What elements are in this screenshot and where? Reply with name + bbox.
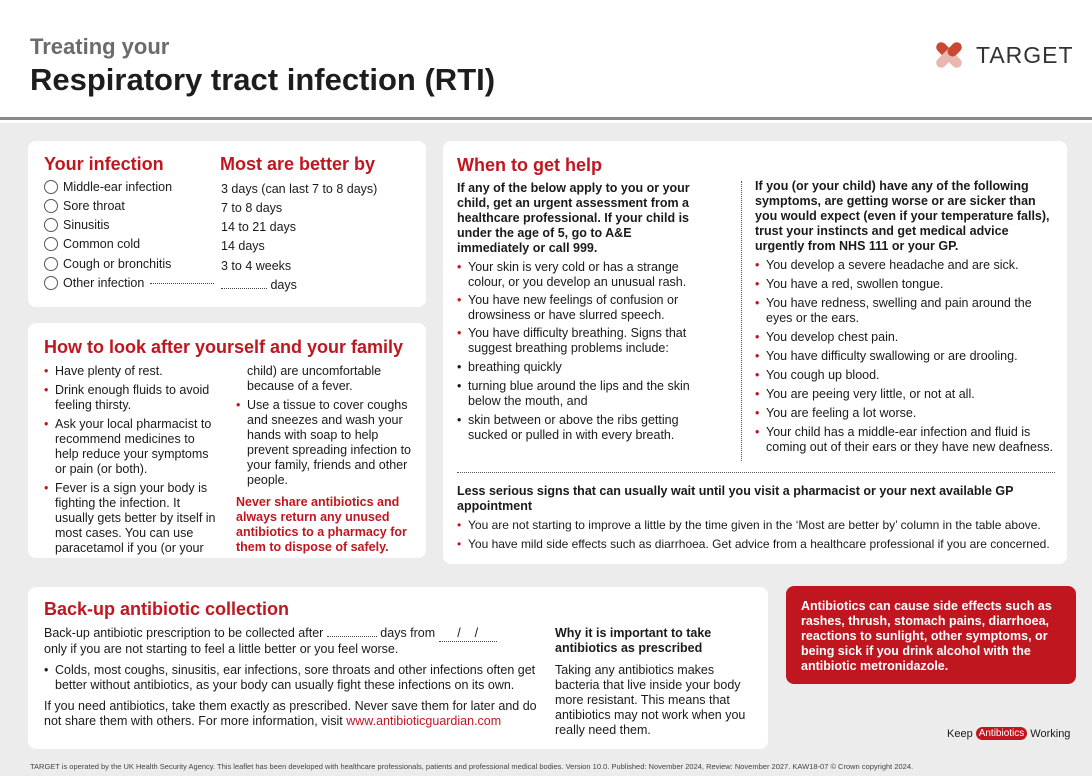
infection-label: Sore throat: [63, 199, 125, 213]
collection-condition: only if you are not starting to feel a little better or you feel worse.: [44, 642, 399, 656]
infection-option[interactable]: [44, 257, 171, 271]
side-effects-text: Antibiotics can cause side effects such as rashes, thrush, stomach pains, diarrhoea, reactions to sunlight, other symptoms, or being sick if you drink alcohol with the antibiotic metronidazole.: [801, 599, 1052, 673]
list-item: • You have a red, swollen tongue.: [755, 277, 1055, 292]
list-item: • Your skin is very cold or has a strange colour, or you develop an unusual rash.: [457, 260, 697, 290]
why-text: Taking any antibiotics makes bacteria that live inside your body more resistant. This means that antibiotics may not work when you really need them.: [555, 663, 746, 737]
days-fill-in[interactable]: [327, 636, 377, 637]
look-after-right-list: [236, 364, 414, 555]
days-value: 3 days (can last 7 to 8 days): [221, 182, 378, 196]
sub-list-item: • turning blue around the lips and the skin below the mouth, and: [457, 379, 697, 409]
better-by-heading: Most are better by: [220, 154, 376, 174]
days-label: days: [270, 278, 297, 292]
look-after-left-list: [44, 364, 219, 556]
infection-option[interactable]: [44, 218, 110, 232]
when-to-get-help-card: [443, 141, 1067, 564]
infection-label: Common cold: [63, 237, 141, 251]
list-item: • Have plenty of rest.: [44, 364, 219, 379]
infection-label: Sinusitis: [63, 218, 110, 232]
list-item: • Your child has a middle-ear infection and fluid is coming out of their ears or they have new deafness.: [755, 425, 1055, 455]
infection-option[interactable]: [44, 276, 214, 290]
list-item: • You have redness, swelling and pain around the eyes or the ears.: [755, 296, 1055, 326]
infection-option[interactable]: [44, 199, 125, 213]
closing-text: [44, 699, 540, 729]
infection-label: Other infection: [63, 276, 145, 290]
page-title: Respiratory tract infection (RTI): [30, 62, 496, 97]
list-item: • You have difficulty breathing. Signs that suggest breathing problems include:: [457, 326, 697, 356]
less-serious-section: [457, 484, 1055, 552]
date-fill-in[interactable]: / /: [439, 626, 497, 642]
radio-button[interactable]: [44, 257, 58, 271]
infection-label: Middle-ear infection: [63, 180, 173, 194]
closing-label: If you need antibiotics, take them exactly as prescribed. Never save them for later and do not share them with others. For more information, visit: [44, 699, 537, 728]
list-item: • You develop chest pain.: [755, 330, 1055, 345]
list-item: • Use a tissue to cover coughs and sneezes and wash your hands with soap to help prevent spreading infection to your family, friends and other people.: [236, 398, 414, 488]
infection-option[interactable]: [44, 180, 172, 194]
days-from-label: days from: [380, 626, 436, 640]
keep-antibiotics-working-logo: [947, 727, 1070, 740]
list-item: • Colds, most coughs, sinusitis, ear infections, sore throats and other infections often get better without antibiotics, as your body can usually fight these infections on its own.: [44, 663, 540, 693]
advice-column: [755, 179, 1055, 455]
list-item: • You have difficulty swallowing or are drooling.: [755, 349, 1055, 364]
backup-text: [44, 626, 540, 729]
list-item: • Fever is a sign your body is fighting the infection. It usually gets better by itself in most cases. You can use paracetamol if you (or your: [44, 481, 219, 556]
crossed-capsules-icon: [930, 36, 968, 74]
list-item-continued: child) are uncomfortable because of a fever.: [247, 364, 382, 393]
days-value: [221, 278, 297, 292]
backup-heading: Back-up antibiotic collection: [44, 599, 290, 619]
header: [0, 0, 1092, 120]
days-value: 14 days: [221, 239, 265, 253]
why-heading: Why it is important to take antibiotics as prescribed: [555, 626, 712, 655]
column-divider: [741, 181, 742, 461]
section-divider: [457, 472, 1055, 473]
collection-label: Back-up antibiotic prescription to be collected after: [44, 626, 324, 640]
days-value: 7 to 8 days: [221, 201, 283, 215]
backup-antibiotic-card: [28, 587, 768, 749]
help-heading: When to get help: [457, 155, 602, 175]
days-value: 14 to 21 days: [221, 220, 297, 234]
infection-option[interactable]: [44, 237, 140, 251]
list-item: • You are feeling a lot worse.: [755, 406, 1055, 421]
share-warning: Never share antibiotics and always return any unused antibiotics to a pharmacy for them to dispose of safely.: [236, 495, 407, 554]
infection-label: Cough or bronchitis: [63, 257, 172, 271]
list-item: • You have mild side effects such as diarrhoea. Get advice from a healthcare professional if you are concerned.: [457, 537, 1055, 552]
fill-in-line[interactable]: [221, 288, 267, 289]
target-logo: [930, 36, 1074, 74]
urgent-intro: If any of the below apply to you or your child, get an urgent assessment from a healthcare professional. If your child is under the age of 5, go to A&E immediately or call 999.: [457, 181, 690, 255]
fill-in-line[interactable]: [150, 283, 214, 284]
page-subtitle: Treating your: [30, 34, 170, 59]
footer-text: TARGET is operated by the UK Health Security Agency. This leaflet has been developed with healthcare professionals, patients and professional medical bodies. Version 10.0. Published: November 2024, Review: November 2027. KAW18-07 © Crown copyright 2024.: [30, 762, 914, 771]
antibiotic-guardian-link[interactable]: www.antibioticguardian.com: [346, 714, 502, 728]
list-item: • You have new feelings of confusion or drowsiness or have slurred speech.: [457, 293, 697, 323]
why-section: [555, 626, 755, 738]
antibiotics-badge: Antibiotics: [976, 727, 1028, 740]
sub-list-item: • skin between or above the ribs getting sucked or pulled in with every breath.: [457, 413, 697, 443]
list-item: • You are peeing very little, or not at all.: [755, 387, 1055, 402]
radio-button[interactable]: [44, 218, 58, 232]
list-item: • You are not starting to improve a little by the time given in the ‘Most are better by’ column in the table above.: [457, 518, 1055, 533]
radio-button[interactable]: [44, 237, 58, 251]
look-after-card: [28, 323, 426, 558]
side-effects-box: [786, 586, 1076, 684]
list-item: • You cough up blood.: [755, 368, 1055, 383]
keep-label: Keep: [947, 727, 973, 740]
advice-intro: If you (or your child) have any of the following symptoms, are getting worse or are sicker than you would expect (even if your temperature falls), trust your instincts and get medical advice urgently from NHS 111 or your GP.: [755, 179, 1050, 253]
urgent-column: [457, 181, 697, 443]
days-value: 3 to 4 weeks: [221, 259, 292, 273]
infection-heading: Your infection: [44, 154, 164, 174]
sub-list-item: • breathing quickly: [457, 360, 697, 375]
less-serious-heading: Less serious signs that can usually wait until you visit a pharmacist or your next available GP appointment: [457, 484, 1014, 513]
radio-button[interactable]: [44, 276, 58, 290]
infection-card: [28, 141, 426, 307]
list-item: • Drink enough fluids to avoid feeling thirsty.: [44, 383, 219, 413]
radio-button[interactable]: [44, 180, 58, 194]
list-item: • You develop a severe headache and are sick.: [755, 258, 1055, 273]
radio-button[interactable]: [44, 199, 58, 213]
collection-line: [44, 626, 540, 642]
list-item: • Ask your local pharmacist to recommend medicines to help reduce your symptoms or pain (or both).: [44, 417, 219, 477]
look-after-heading: How to look after yourself and your family: [44, 337, 404, 357]
working-label: Working: [1030, 727, 1071, 740]
logo-text: TARGET: [976, 41, 1074, 68]
